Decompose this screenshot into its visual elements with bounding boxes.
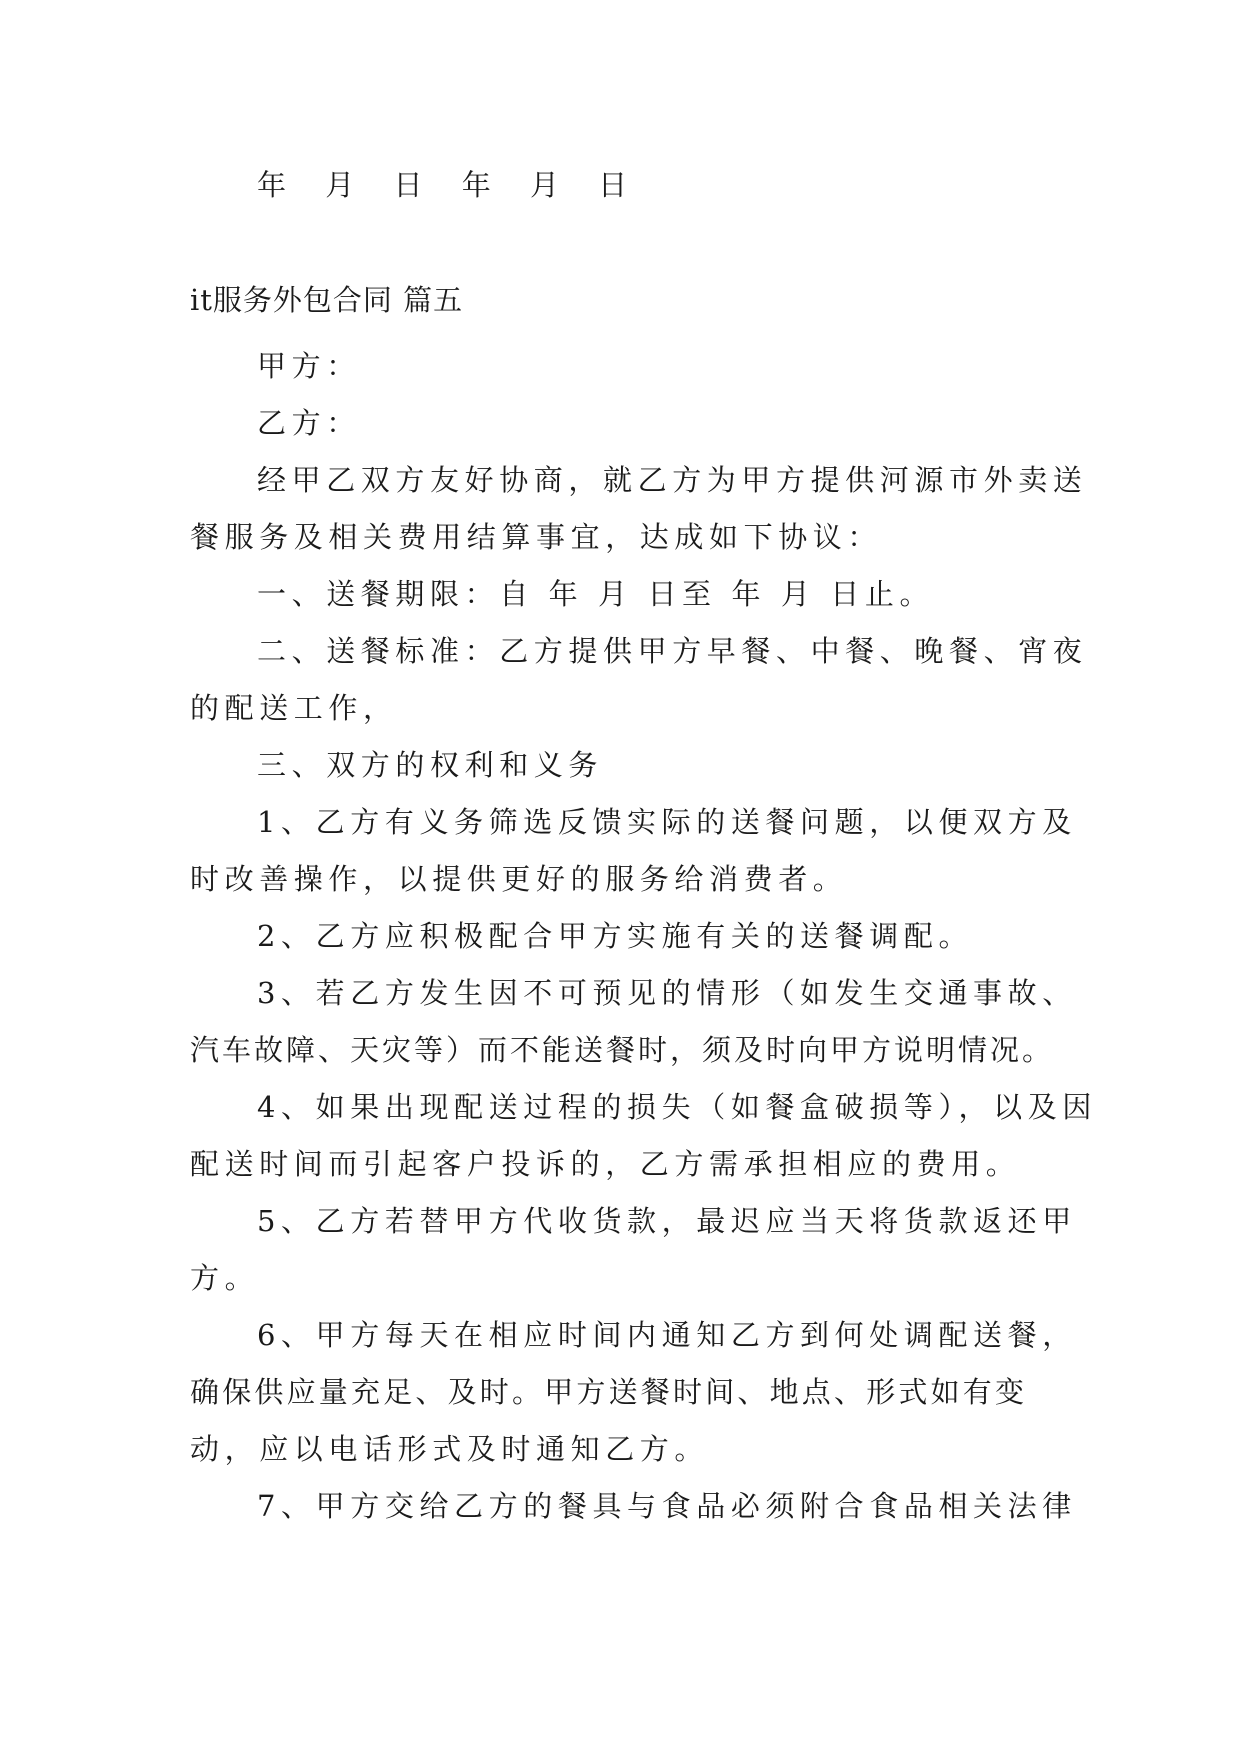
- signature-date-line: [257, 165, 653, 205]
- party-a-line: 甲方：: [257, 349, 361, 383]
- party-b-line: 乙方：: [257, 406, 361, 440]
- item-6-line: 确保供应量充足、及时。甲方送餐时间、地点、形式如有变: [190, 1375, 1028, 1409]
- item-5-line: 方。: [190, 1261, 260, 1295]
- item-6-line: 动，应以电话形式及时通知乙方。: [190, 1432, 710, 1466]
- item-2-line: 2、乙方应积极配合甲方实施有关的送餐调配。: [257, 919, 974, 953]
- paragraph-line: 餐服务及相关费用结算事宜，达成如下协议：: [190, 520, 883, 554]
- item-6-line: 6、甲方每天在相应时间内通知乙方到何处调配送餐，: [257, 1318, 1077, 1352]
- item-4-line: 4、如果出现配送过程的损失（如餐盒破损等），以及因: [257, 1090, 1097, 1124]
- paragraph-line: 经甲乙双方友好协商，就乙方为甲方提供河源市外卖送: [257, 463, 1088, 497]
- item-1-line: 时改善操作，以提供更好的服务给消费者。: [190, 862, 848, 896]
- date-day-1: 日: [393, 168, 427, 202]
- item-3-line: 3、若乙方发生因不可预见的情形（如发生交通事故、: [257, 976, 1077, 1010]
- item-1-line: 1、乙方有义务筛选反馈实际的送餐问题，以便双方及: [257, 805, 1077, 839]
- clause-2-line: 的配送工作，: [190, 691, 398, 725]
- date-year-2: 年: [461, 168, 495, 202]
- item-5-line: 5、乙方若替甲方代收货款，最迟应当天将货款返还甲: [257, 1204, 1077, 1238]
- date-day-2: 日: [598, 168, 632, 202]
- clause-2-line: 二、送餐标准：乙方提供甲方早餐、中餐、晚餐、宵夜: [257, 634, 1088, 668]
- date-year-1: 年: [257, 168, 291, 202]
- clause-3-heading: 三、双方的权利和义务: [257, 748, 604, 782]
- clause-1-line: 一、送餐期限：自 年 月 日至 年 月 日止。: [257, 577, 935, 611]
- date-month-2: 月: [529, 168, 563, 202]
- item-7-line: 7、甲方交给乙方的餐具与食品必须附合食品相关法律: [257, 1489, 1077, 1523]
- section-title: it服务外包合同 篇五: [190, 283, 464, 317]
- item-4-line: 配送时间而引起客户投诉的，乙方需承担相应的费用。: [190, 1147, 1021, 1181]
- date-month-1: 月: [325, 168, 359, 202]
- item-3-line: 汽车故障、天灾等）而不能送餐时，须及时向甲方说明情况。: [190, 1033, 1055, 1067]
